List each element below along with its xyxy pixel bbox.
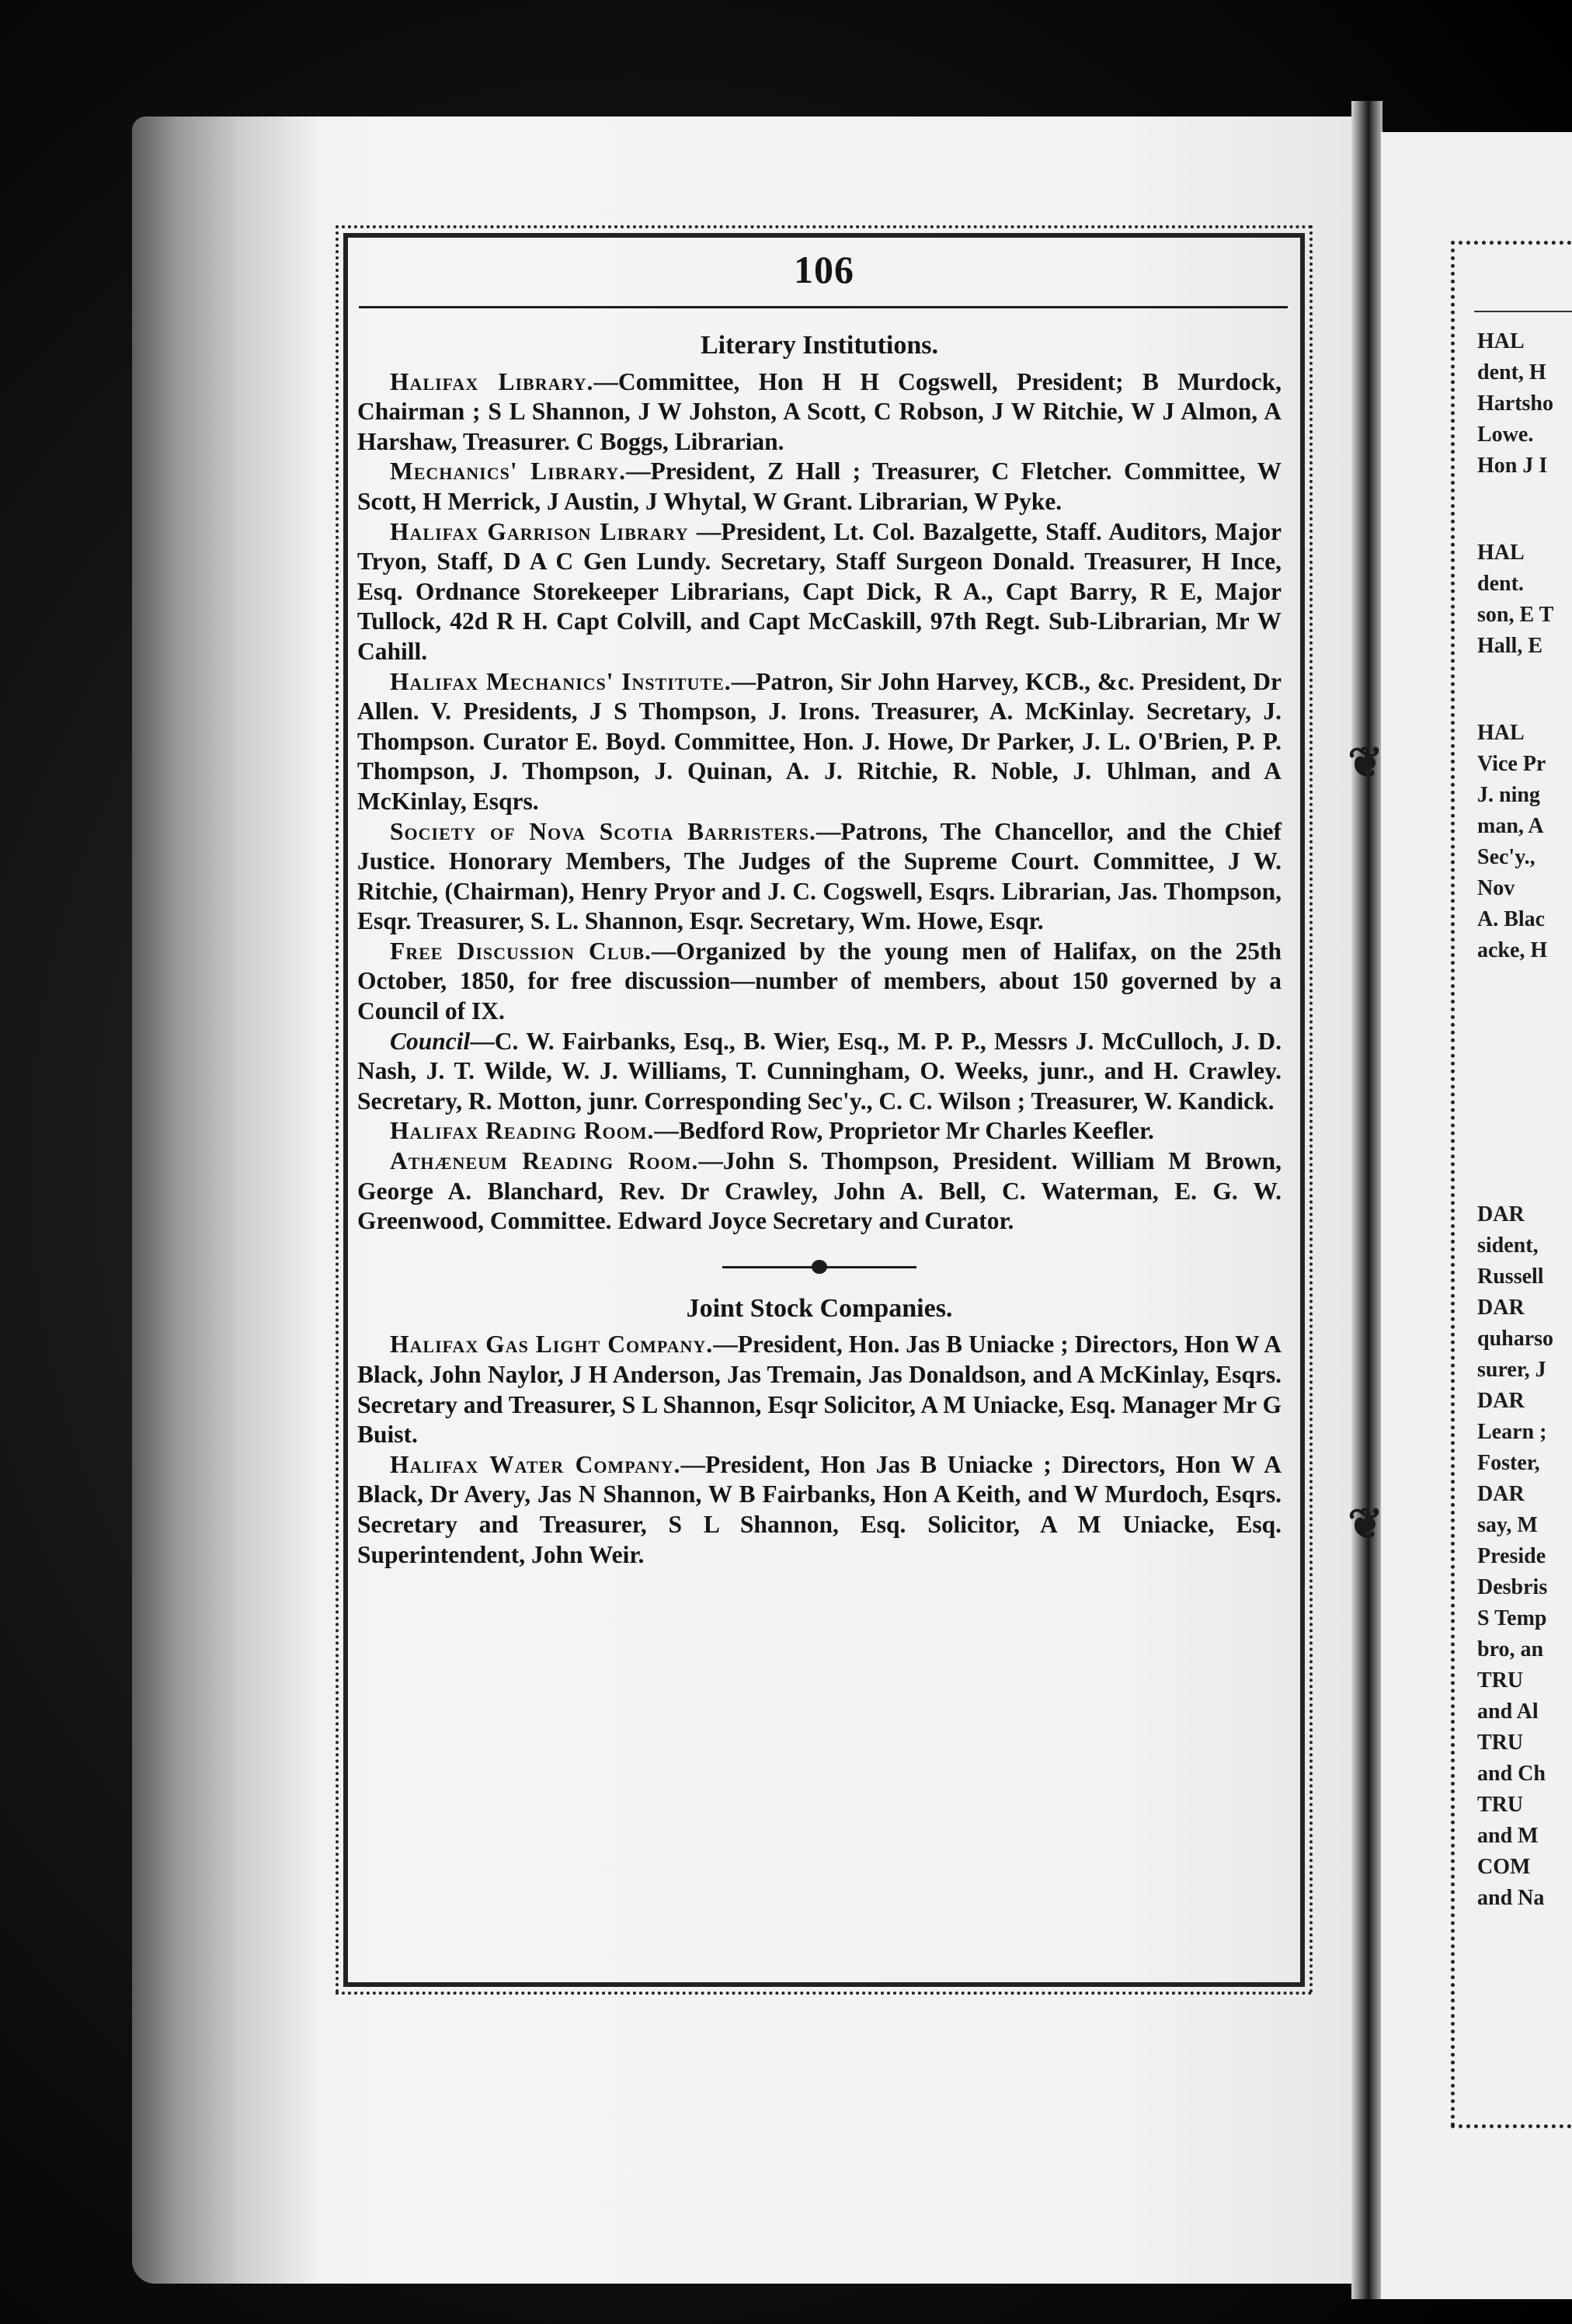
header-rule (359, 306, 1288, 308)
literary-institutions-list (357, 367, 1282, 1237)
worn-page-edge (132, 117, 318, 2284)
entry-name: Society of Nova Scotia Barristers. (390, 817, 816, 845)
entry-name: Halifax Gas Light Company. (390, 1331, 714, 1359)
right-page-fragment: Lowe. (1477, 423, 1534, 447)
right-page-fragment: son, E T (1477, 603, 1554, 627)
page-number: 106 (794, 248, 854, 291)
right-page-fragment: man, A (1477, 814, 1544, 838)
entry (357, 457, 1282, 517)
gutter-ornament-top: ❦ (1348, 739, 1383, 786)
right-page-fragment: Hon J I (1477, 454, 1548, 478)
right-page-fragment: TRU (1477, 1793, 1524, 1817)
entry-name: Athæneum Reading Room. (390, 1147, 699, 1175)
right-page-fragment: and Ch (1477, 1762, 1546, 1786)
entry-text: —President, Z Hall ; Treasurer, C Fletcher. Committee, W Scott, H Merrick, J Austin, J Whytal, W Grant. Librarian, W Pyke. (357, 457, 1282, 515)
entry-text: —President, Hon. Jas B Uniacke ; Directors, Hon W A Black, John Naylor, J H Anderson, Jas Tremain, Jas Donaldson, and A McKinlay, Esqrs. Secretary and Treasurer, S L Shannon, Esqr Solicitor, A M Uniacke, Esq. Manager Mr G Buist. (357, 1331, 1282, 1449)
right-page-fragment: COM (1477, 1855, 1531, 1879)
entry-name: Council (390, 1027, 471, 1055)
right-page-fragment: DAR (1477, 1202, 1525, 1226)
right-page-fragment: HAL (1477, 329, 1525, 353)
right-page-fragment: Foster, (1477, 1451, 1540, 1475)
right-page-fragment: S Temp (1477, 1606, 1547, 1630)
entry-text: —President, Hon Jas B Uniacke ; Directors, Hon W A Black, Dr Avery, Jas N Shannon, W B Fairbanks, Hon A Keith, and W Murdoch, Esqrs. Secretary and Treasurer, S L Shannon, Esq. Solicitor, A M Uniacke, Esq. Superintendent, John Weir. (357, 1450, 1282, 1568)
right-page-fragment: DAR (1477, 1482, 1525, 1506)
right-page-fragment: Desbris (1477, 1575, 1548, 1599)
entry-text: —John S. Thompson, President. William M Brown, George A. Blanchard, Rev. Dr Crawley, John A. Bell, C. Waterman, E. G. W. Greenwood, Committee. Edward Joyce Secretary and Curator. (357, 1147, 1282, 1235)
right-page-fragment: say, M (1477, 1513, 1538, 1537)
entry-text: —Committee, Hon H H Cogswell, President; B Murdock, Chairman ; S L Shannon, J W Johston, A Scott, C Robson, J W Ritchie, W J Almon, A Harshaw, Treasurer. C Boggs, Librarian. (357, 367, 1282, 455)
entry (357, 1146, 1282, 1237)
section-heading-literary: Literary Institutions. (701, 331, 938, 360)
right-page-fragment: surer, J (1477, 1358, 1546, 1382)
right-page-fragment: Hall, E (1477, 634, 1543, 658)
right-page-spacer (1477, 662, 1572, 718)
right-page-rule (1474, 311, 1572, 312)
entry-name: Halifax Reading Room. (390, 1117, 655, 1145)
divider-ornament (812, 1260, 827, 1274)
entry (357, 1027, 1282, 1117)
entry-name: Halifax Water Company. (390, 1450, 681, 1478)
right-page-fragment: sident, (1477, 1233, 1539, 1258)
section-divider (357, 1251, 1282, 1285)
gutter-ornament-bottom: ❦ (1348, 1501, 1383, 1547)
right-page-fragment: DAR (1477, 1389, 1525, 1413)
right-page-fragment: and M (1477, 1824, 1539, 1848)
right-page-fragment: dent, H (1477, 360, 1546, 384)
right-page-fragment: TRU (1477, 1668, 1524, 1693)
right-page-fragment: TRU (1477, 1731, 1524, 1755)
entry-name: Halifax Garrison Library (390, 517, 689, 545)
entry (357, 667, 1282, 817)
right-page-fragment: Preside (1477, 1544, 1546, 1568)
entry-text: —C. W. Fairbanks, Esq., B. Wier, Esq., M. P. P., Messrs J. McCulloch, J. D. Nash, J. T. Wilde, W. J. Williams, T. Cunningham, O. Weeks, junr., and H. Crawley. Secretary, R. Motton, junr. Corresponding Sec'y., C. C. Wilson ; Treasurer, W. Kandick. (357, 1027, 1282, 1115)
right-page-fragment: HAL (1477, 721, 1525, 745)
right-page-fragment: Learn ; (1477, 1420, 1547, 1444)
entry (357, 1330, 1282, 1449)
right-page-fragment: Russell (1477, 1265, 1544, 1289)
right-page-fragment: Vice Pr (1477, 752, 1546, 776)
entry-name: Halifax Library. (390, 367, 594, 395)
right-page-fragment: HAL (1477, 541, 1525, 565)
entry-text: —Patrons, The Chancellor, and the Chief Justice. Honorary Members, The Judges of the Supreme Court. Committee, J W. Ritchie, (Chairman), Henry Pryor and J. C. Cogswell, Esqrs. Librarian, Jas. Thompson, Esqr. Treasurer, S. L. Shannon, Esqr. Secretary, Wm. Howe, Esqr. (357, 817, 1282, 935)
entry (357, 937, 1282, 1027)
right-page-fragment: A. Blac (1477, 907, 1546, 931)
right-page-fragment: quharso (1477, 1327, 1554, 1351)
entry-name: Mechanics' Library. (390, 457, 626, 485)
right-page-fragment: and Al (1477, 1700, 1539, 1724)
right-page-spacer (1477, 966, 1572, 1199)
right-page-fragment: DAR (1477, 1296, 1525, 1320)
entry (357, 817, 1282, 937)
section-heading-joint-stock: Joint Stock Companies. (686, 1293, 953, 1323)
right-page-fragment: acke, H (1477, 938, 1548, 962)
right-page-fragment: dent. (1477, 572, 1524, 596)
book-gutter (1351, 101, 1382, 2299)
right-page-spacer (1477, 482, 1572, 538)
right-page-fragment: Nov (1477, 876, 1515, 900)
entry-text: —Bedford Row, Proprietor Mr Charles Keefler. (654, 1117, 1154, 1145)
entry (357, 367, 1282, 457)
right-page-fragment: and Na (1477, 1886, 1545, 1910)
joint-stock-companies-list (357, 1330, 1282, 1570)
right-page-fragment: Sec'y., (1477, 845, 1535, 869)
entry-text: —Patron, Sir John Harvey, KCB., &c. President, Dr Allen. V. Presidents, J S Thompson, J. Irons. Treasurer, A. McKinlay. Secretary, J. Thompson. Curator E. Boyd. Committee, Hon. J. Howe, Dr Parker, J. L. O'Brien, P. P. Thompson, J. Thompson, J. Quinan, A. J. Ritchie, R. Noble, J. Uhlman, and A McKinlay, Esqrs. (357, 667, 1282, 815)
right-page-fragment: bro, an (1477, 1637, 1544, 1661)
right-page-fragment: Hartsho (1477, 391, 1553, 416)
entry (357, 1450, 1282, 1570)
entry-text: —Organized by the young men of Halifax, on the 25th October, 1850, for free discussion—number of members, about 150 governed by a Council of IX. (357, 937, 1282, 1025)
entry-text: —President, Lt. Col. Bazalgette, Staff. Auditors, Major Tryon, Staff, D A C Gen Lundy. Secretary, Staff Surgeon Donald. Treasurer, H Ince, Esq. Ordnance Storekeeper Librarians, Capt Dick, R A., Capt Barry, R E, Major Tullock, 42d R H. Capt Colvill, and Capt McCaskill, 97th Regt. Sub-Librarian, Mr W Cahill. (357, 517, 1282, 665)
entry (357, 1116, 1282, 1146)
entry (357, 517, 1282, 667)
right-page-fragment: J. ning (1477, 783, 1540, 807)
page-body (357, 326, 1282, 1570)
entry-name: Free Discussion Club. (390, 937, 652, 965)
entry-name: Halifax Mechanics' Institute. (390, 667, 732, 695)
right-page-text (1477, 326, 1572, 2097)
